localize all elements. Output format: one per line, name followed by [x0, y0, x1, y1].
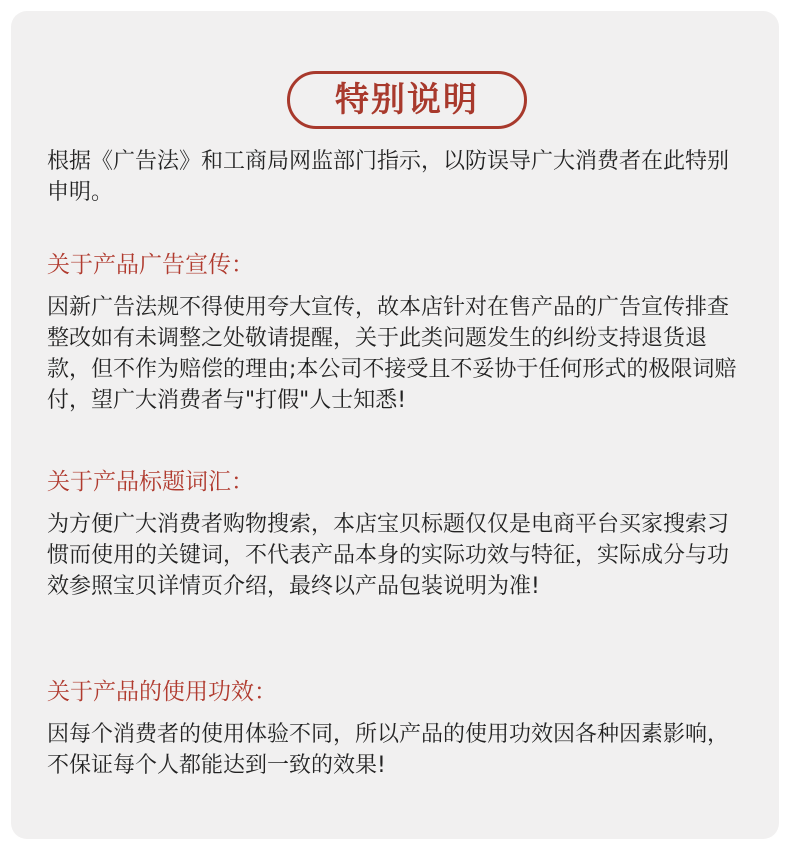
- intro-block: [47, 146, 737, 208]
- intro-text: 根据《广告法》和工商局网监部门指示，以防误导广大消费者在此特别申明。: [47, 149, 730, 205]
- section-heading-title-words: 关于产品标题词汇：: [47, 469, 254, 495]
- section-body-efficacy: 因每个消费者的使用体验不同，所以产品的使用功效因各种因素影响，不保证每个人都能达到一致的效果!: [47, 722, 730, 778]
- section-efficacy: [47, 677, 737, 781]
- page-title: 特别说明: [335, 80, 479, 120]
- section-body-advertising: 因新广告法规不得使用夸大宣传，故本店针对在售产品的广告宣传排查整改如有未调整之处敬请提醒，关于此类问题发生的纠纷支持退货退款，但不作为赔偿的理由;本公司不接受且不妥协于任何形式的极限词赔付，望广大消费者与"打假"人士知悉!: [47, 295, 737, 413]
- section-heading-efficacy: 关于产品的使用功效：: [47, 679, 277, 705]
- title-pill: [287, 71, 527, 129]
- section-advertising: [47, 250, 737, 416]
- section-body-title-words: 为方便广大消费者购物搜索，本店宝贝标题仅仅是电商平台买家搜索习惯而使用的关键词，不代表产品本身的实际功效与特征，实际成分与功效参照宝贝详情页介绍，最终以产品包装说明为准!: [47, 512, 730, 599]
- section-heading-advertising: 关于产品广告宣传：: [47, 252, 254, 278]
- section-title-words: [47, 467, 737, 602]
